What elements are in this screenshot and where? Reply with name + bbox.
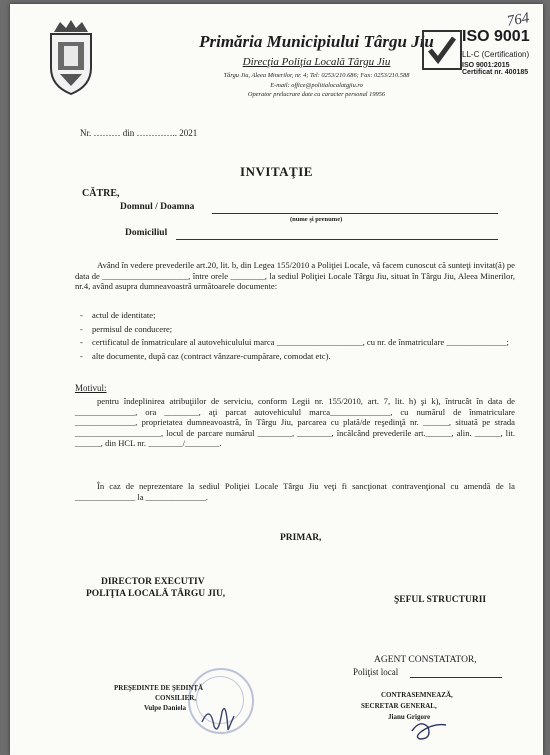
recipient-heading: CĂTRE, <box>82 188 120 199</box>
secretary-name: Jianu Grigore <box>388 713 431 721</box>
penalty-paragraph: În caz de neprezentare la sediul Poliţiei Locale Târgu Jiu veţi fi sancţionat contravenţional cu amendă de la ______________ la ______________. <box>75 481 515 502</box>
iso-logo-icon <box>422 30 462 70</box>
registration-number: Nr. ……… din ………….. 2021 <box>80 128 198 138</box>
council-president-title: PREŞEDINTE DE ŞEDINŢĂ <box>114 684 204 692</box>
officer-label: Poliţist local <box>353 667 399 677</box>
handwritten-number: 764 <box>505 10 531 30</box>
mayor-signature-label: PRIMAR, <box>280 533 322 543</box>
motive-heading: Motivul: <box>75 383 107 393</box>
officer-signature-line <box>410 677 502 678</box>
iso-certification <box>462 28 530 76</box>
document-page <box>10 4 543 755</box>
list-item-text: certificatul de înmatriculare al autovehiculului marca ____________________, cu nr. de înmatriculare ______________; <box>92 337 509 348</box>
list-item: - permisul de conducere; <box>80 323 173 334</box>
list-item: - alte documente, după caz (contract vânzare-cumpărare, comodat etc). <box>80 350 331 361</box>
president-signature-icon <box>198 702 238 738</box>
department-name: Direcţia Poliţia Locală Târgu Jiu <box>242 56 391 68</box>
iso-cert-body: LL-C (Certification) <box>462 50 530 59</box>
list-item: - actul de identitate; <box>80 310 156 320</box>
secretary-title: SECRETAR GENERAL, <box>361 702 437 710</box>
operator-note: Operator prelucrare date cu caracter personal 19956 <box>247 91 386 98</box>
document-title: INVITAŢIE <box>240 164 313 179</box>
list-item: - certificatul de înmatriculare al autovehiculului marca ____________________, cu nr. de înmatriculare ______________; <box>80 337 509 348</box>
list-item-text: alte documente, după caz (contract vânzare-cumpărare, comodat etc). <box>92 350 331 361</box>
council-president-name: Vulpe Daniela <box>144 704 186 712</box>
contact-email: E-mail: office@politialocalatgjiu.ro <box>270 82 363 89</box>
documents-list <box>80 310 515 361</box>
secretary-signature-icon <box>406 717 450 743</box>
iso-title: ISO 9001 <box>462 28 530 45</box>
institution-name: Primăria Municipiului Târgu Jiu <box>199 32 434 51</box>
list-item-text: permisul de conducere; <box>92 323 173 334</box>
invitation-paragraph: Având în vedere prevederile art.20, lit. b, din Legea 155/2010 a Poliţiei Locale, vă facem cunoscut că sunteţi invitat(ă) pe data de ____________________, între orele ________, la sediul Poliţiei Locale Târgu Jiu, situat în Târgu Jiu, Aleea Minerilor, nr.4, având asupra dumneavoastră următoarele documente: <box>75 260 515 292</box>
countersign-label: CONTRASEMNEAZĂ, <box>381 691 453 699</box>
iso-standard: ISO 9001:2015 <box>462 62 510 69</box>
structure-head-label: ŞEFUL STRUCTURII <box>394 595 487 605</box>
address-label: Domiciliul <box>125 228 168 238</box>
iso-certificate-number: Certificat nr. 400185 <box>462 69 529 76</box>
director-institution: POLIŢIA LOCALĂ TÂRGU JIU, <box>86 589 226 599</box>
address-line <box>176 239 498 240</box>
agent-label: AGENT CONSTATATOR, <box>374 655 477 665</box>
contact-address: Târgu Jiu, Aleea Minerilor, nr. 4; Tel: 0253/210.686; Fax: 0253/210.588 <box>223 72 410 79</box>
list-item-text: actul de identitate; <box>92 310 156 320</box>
director-title: DIRECTOR EXECUTIV <box>101 577 205 587</box>
name-hint: (nume şi prenume) <box>290 216 343 223</box>
council-member-label: CONSILIER, <box>155 694 197 702</box>
recipient-label: Domnul / Doamna <box>120 202 195 212</box>
recipient-name-line <box>212 213 498 214</box>
motive-paragraph: pentru îndeplinirea atribuţiilor de serviciu, conform Legii nr. 155/2010, art. 7, lit. h) şi k), întrucât în data de ______________, ora ________, aţi parcat autovehiculul marca______________, cu numărul de înmatriculare ______________, proprietatea dumneavoastră, în Târgu Jiu, parcarea cu plată/de reşedinţă nr. ______, situată pe strada ____________________, locul de parcare numărul ________, ________, încălcând prevederile art.______, alin. ______, lit. ______, din HCL nr. ________/________. <box>75 396 515 449</box>
